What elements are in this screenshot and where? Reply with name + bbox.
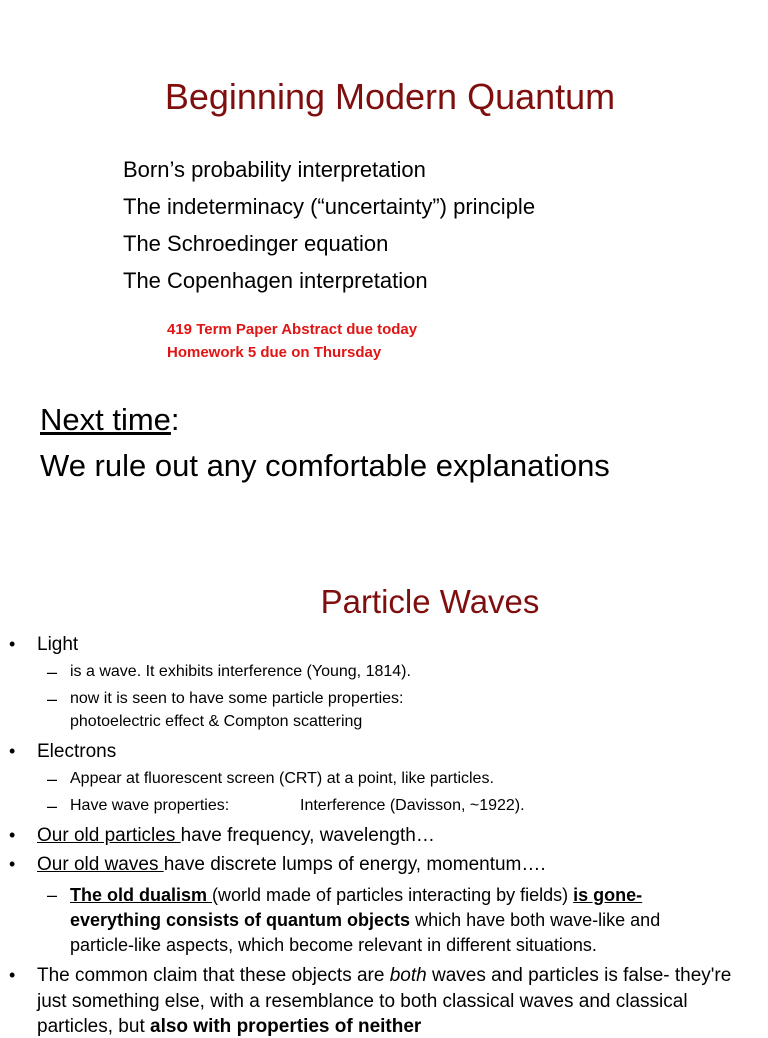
- claim-line2: just something else, with a resemblance to both classical waves and classical: [37, 991, 688, 1012]
- bullet-light-text: Light: [37, 634, 79, 655]
- claim-line1-a: The common claim that these objects are: [37, 965, 390, 986]
- claim-line3-b: also with properties of neither: [150, 1016, 422, 1037]
- old-waves-rest: have discrete lumps of energy, momentum….: [163, 854, 546, 875]
- slide1-item-schroedinger: The Schroedinger equation: [123, 231, 389, 256]
- dash-electrons-2: –: [47, 796, 58, 816]
- dualism-line2: [70, 910, 660, 931]
- slide2-title: Particle Waves: [320, 583, 540, 620]
- old-waves-underlined: Our old waves: [37, 854, 164, 875]
- old-waves-line: [37, 854, 546, 876]
- dualism-label: The old dualism: [70, 885, 213, 905]
- next-time-label: Next time: [40, 402, 171, 437]
- bullet-old-waves: •: [9, 854, 16, 874]
- slide1-item-indeterminacy: The indeterminacy (“uncertainty”) principle: [123, 194, 536, 219]
- dash-light-1: –: [47, 662, 58, 682]
- dash-dualism: –: [47, 885, 58, 905]
- notice-term-paper: 419 Term Paper Abstract due today: [167, 321, 418, 338]
- claim-line1-b: waves and particles is false- they're: [426, 965, 732, 986]
- notice-homework: Homework 5 due on Thursday: [167, 344, 382, 361]
- slide1-item-born: Born’s probability interpretation: [123, 157, 426, 182]
- light-sub-2-line2: photoelectric effect & Compton scattering: [70, 713, 363, 730]
- next-time-colon: :: [170, 402, 180, 437]
- bullet-common-claim: •: [9, 965, 16, 985]
- dualism-line1: [70, 885, 642, 906]
- bullet-old-particles: •: [9, 825, 16, 845]
- electrons-sub-1: Appear at fluorescent screen (CRT) at a point, like particles.: [70, 770, 494, 787]
- claim-line1: [37, 965, 731, 987]
- next-time-text: We rule out any comfortable explanations: [40, 448, 610, 483]
- dualism-gone: is gone-: [573, 885, 643, 905]
- light-sub-2-line1: now it is seen to have some particle properties:: [70, 690, 404, 707]
- dualism-quantum-objects: everything consists of quantum objects: [70, 910, 411, 930]
- dualism-line3: particle-like aspects, which become relevant in different situations.: [70, 935, 597, 955]
- light-sub-1: is a wave. It exhibits interference (Young, 1814).: [70, 663, 411, 680]
- next-time-heading: [40, 402, 180, 438]
- old-particles-line: [37, 825, 435, 847]
- dualism-paren: (world made of particles interacting by fields): [212, 885, 574, 905]
- bullet-light: •: [9, 634, 16, 654]
- claim-line3: [37, 1016, 421, 1038]
- bullet-electrons: •: [9, 741, 16, 761]
- slide1-item-copenhagen: The Copenhagen interpretation: [123, 268, 428, 293]
- claim-both: both: [389, 965, 427, 986]
- bullet-electrons-text: Electrons: [37, 741, 117, 762]
- old-particles-underlined: Our old particles: [37, 825, 181, 846]
- dash-light-2: –: [47, 689, 58, 709]
- old-particles-rest: have frequency, wavelength…: [180, 825, 435, 846]
- dualism-line2-rest: which have both wave-like and: [410, 910, 661, 930]
- claim-line3-a: particles, but: [37, 1016, 150, 1037]
- dash-electrons-1: –: [47, 769, 58, 789]
- electrons-sub-2a: Have wave properties:: [70, 797, 230, 814]
- slide1-title: Beginning Modern Quantum: [164, 76, 616, 117]
- electrons-sub-2b: Interference (Davisson, ~1922).: [300, 797, 525, 814]
